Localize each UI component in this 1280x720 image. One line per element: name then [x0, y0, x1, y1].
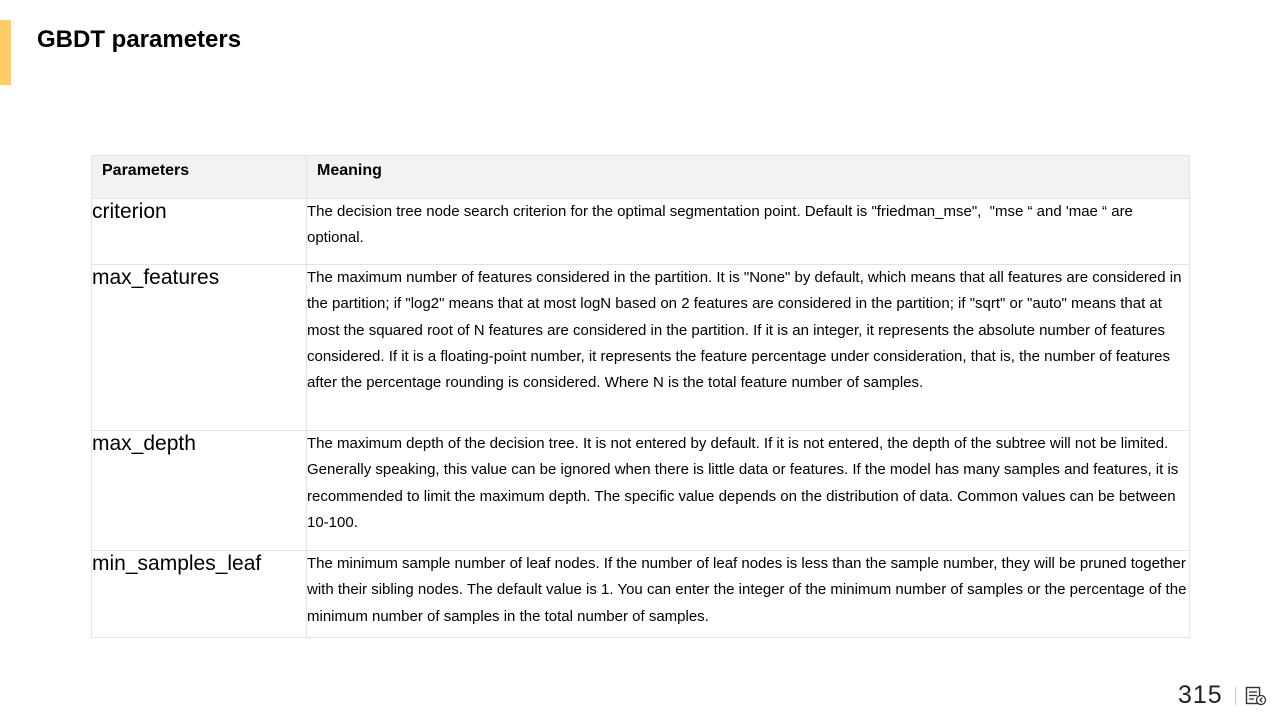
slide-navigation-icon[interactable]: [1245, 686, 1267, 706]
table-row: [92, 551, 1190, 638]
slide-title: GBDT parameters: [37, 26, 242, 53]
param-name-criterion: criterion: [92, 199, 307, 265]
table-row: [92, 265, 1190, 431]
table-row: [92, 431, 1190, 551]
footer-divider: [1235, 687, 1236, 705]
param-meaning-criterion: The decision tree node search criterion for the optimal segmentation point. Default is "friedman_mse", "mse “ and 'mae “ are optional.: [307, 199, 1190, 265]
param-meaning-min-samples-leaf: The minimum sample number of leaf nodes. If the number of leaf nodes is less than the sample number, they will be pruned together with their sibling nodes. The default value is 1. You can enter the integer of the minimum number of samples or the percentage of the minimum number of samples in the total number of samples.: [307, 551, 1190, 638]
header-parameters: Parameters: [92, 156, 307, 199]
param-name-min-samples-leaf: min_samples_leaf: [92, 551, 307, 638]
table-header-row: [92, 156, 1190, 199]
param-name-max-depth: max_depth: [92, 431, 307, 551]
header-meaning: Meaning: [307, 156, 1190, 199]
table-row: [92, 199, 1190, 265]
param-meaning-max-features: The maximum number of features considered in the partition. It is "None" by default, which means that all features are considered in the partition; if "log2" means that at most logN based on 2 features are considered in the partition; if "sqrt" or "auto" means that at most the squared root of N features are considered in the partition. If it is an integer, it represents the absolute number of features considered. If it is a floating-point number, it represents the feature percentage under consideration, that is, the number of features after the percentage rounding is considered. Where N is the total feature number of samples.: [307, 265, 1190, 431]
page-number: 315: [1178, 681, 1223, 709]
title-accent-bar: [0, 20, 11, 85]
parameters-table: [91, 155, 1190, 638]
param-meaning-max-depth: The maximum depth of the decision tree. It is not entered by default. If it is not entered, the depth of the subtree will not be limited. Generally speaking, this value can be ignored when there is little data or features. If the model has many samples and features, it is recommended to limit the maximum depth. The specific value depends on the distribution of data. Common values can be between 10-100.: [307, 431, 1190, 551]
param-name-max-features: max_features: [92, 265, 307, 431]
